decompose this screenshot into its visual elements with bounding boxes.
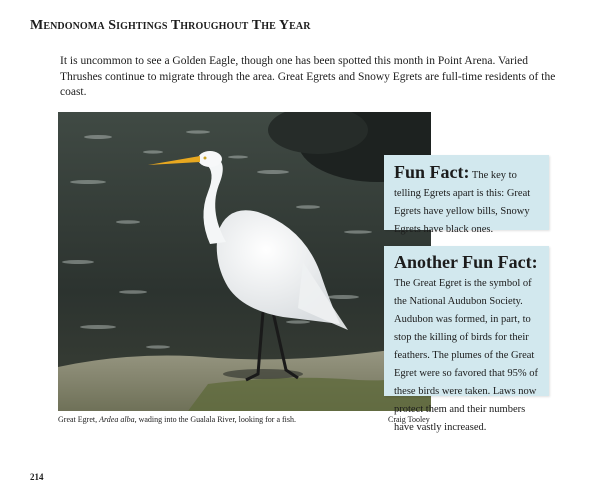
fun-fact-body: The key to telling Egrets apart is this: Great Egrets have yellow bills, Snowy Egrets have black ones. bbox=[394, 170, 531, 235]
caption-tail: , wading into the Gualala River, looking for a fish. bbox=[134, 415, 296, 424]
egret-photo bbox=[58, 112, 431, 411]
page-header: Mendonoma Sightings Throughout The Year bbox=[30, 18, 311, 33]
another-fun-fact-title: Another Fun Fact: bbox=[394, 252, 538, 272]
photo-credit: Craig Tooley bbox=[388, 415, 430, 424]
fun-fact-title: Fun Fact: bbox=[394, 162, 470, 182]
intro-paragraph: It is uncommon to see a Golden Eagle, though one has been spotted this month in Point Arena. Varied Thrushes continue to migrate through the area. Great Egrets and Snowy Egrets are full-time residents of the coast. bbox=[60, 55, 556, 98]
page-number: 214 bbox=[30, 472, 44, 482]
another-fun-fact-body: The Great Egret is the symbol of the National Audubon Society. Audubon was formed, in part, to stop the killing of birds for their feathers. The plumes of the Great Egret were so favored that 95% of these birds were taken. Laws now protect them and their numbers have vastly increased. bbox=[394, 278, 539, 433]
caption-species: Ardea alba bbox=[99, 415, 135, 424]
photo-caption bbox=[58, 415, 296, 425]
fun-fact-box bbox=[384, 155, 549, 235]
caption-lead: Great Egret, bbox=[58, 415, 100, 424]
